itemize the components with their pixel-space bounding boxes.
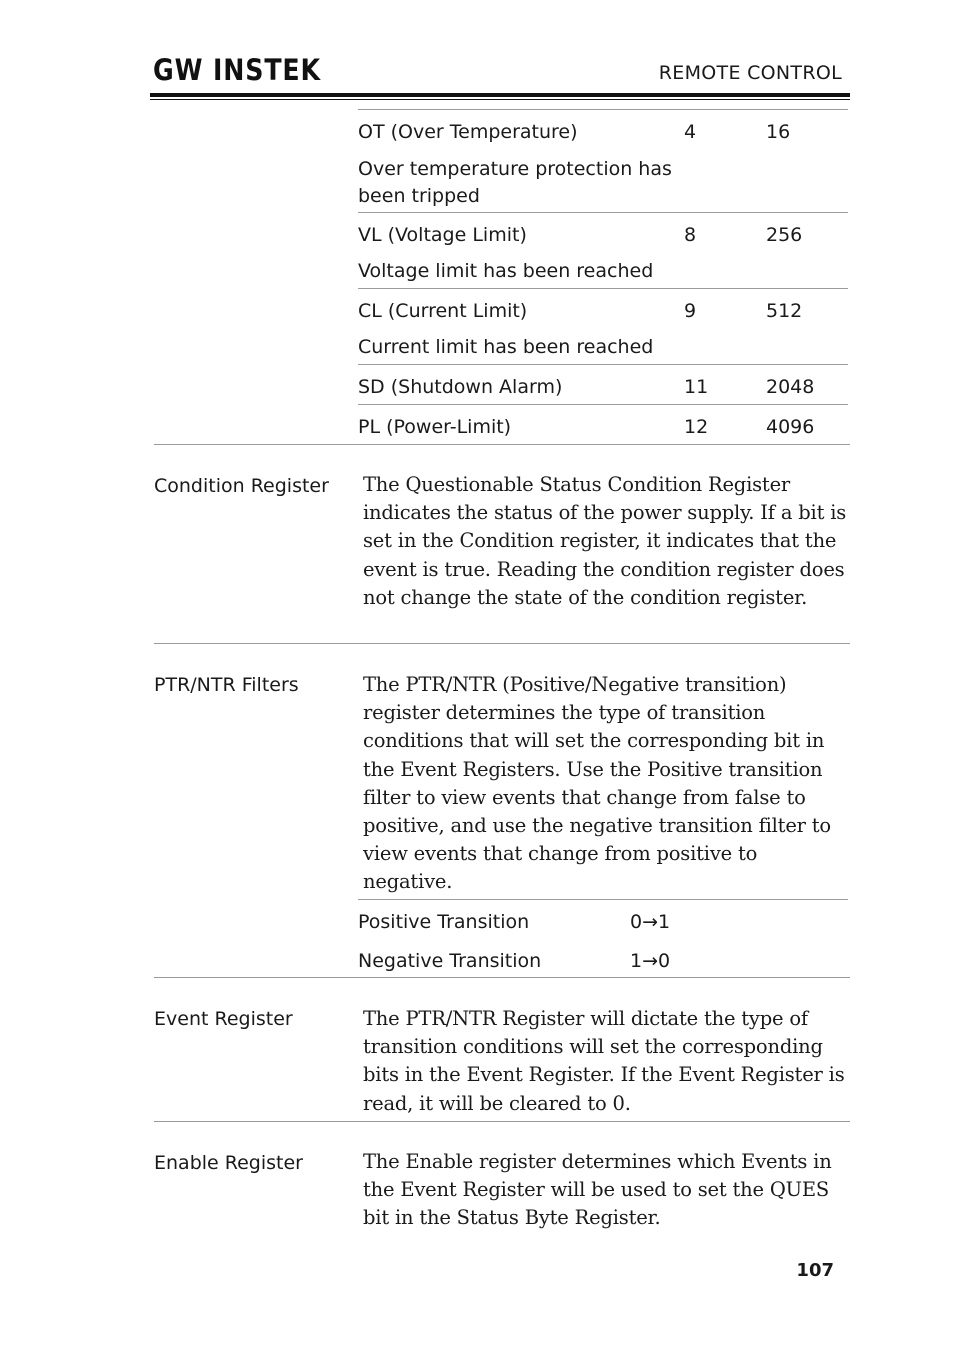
transition-name: Positive Transition — [358, 911, 530, 933]
header-rule-thin — [150, 99, 850, 100]
section-divider — [154, 643, 850, 644]
section-title: REMOTE CONTROL — [658, 62, 842, 84]
enable-register-text: The Enable register determines which Events in the Event Register will be used to set the QUES bit in the Status Byte Register. — [363, 1150, 832, 1230]
bit-number: 8 — [684, 224, 697, 246]
row-divider — [358, 288, 848, 289]
bit-description: Over temperature protection has been tripped — [358, 158, 672, 207]
bit-name: SD (Shutdown Alarm) — [358, 376, 563, 398]
bit-number: 11 — [684, 376, 709, 398]
event-register-text: The PTR/NTR Register will dictate the type of transition conditions will set the corresponding bits in the Event Register. If the Event Register is read, it will be cleared to 0. — [363, 1007, 845, 1115]
transition-name: Negative Transition — [358, 950, 542, 972]
bit-name: OT (Over Temperature) — [358, 121, 578, 143]
bit-weight: 16 — [766, 121, 791, 143]
bit-weight: 4096 — [766, 416, 815, 438]
condition-register-text: The Questionable Status Condition Register indicates the status of the power supply. If a bit is set in the Condition register, it indicates that the event is true. Reading the condition register does not change the state of the condition register. — [363, 473, 847, 609]
bit-name: VL (Voltage Limit) — [358, 224, 527, 246]
bit-name: PL (Power-Limit) — [358, 416, 512, 438]
enable-register-label: Enable Register — [154, 1152, 303, 1174]
section-divider — [154, 444, 850, 445]
event-register-label: Event Register — [154, 1008, 293, 1030]
table-top-rule — [358, 109, 848, 110]
row-divider — [358, 404, 848, 405]
bit-number: 12 — [684, 416, 709, 438]
bit-weight: 512 — [766, 300, 803, 322]
transition-value: 1→0 — [630, 950, 671, 972]
ptr-ntr-filters-text: The PTR/NTR (Positive/Negative transition) register determines the type of transition conditions that will set the corresponding bit in the Event Registers. Use the Positive transition filter to view events that change from false to positive, and use the negative transition filter to view events that change from positive to negative. — [363, 673, 831, 894]
bit-number: 4 — [684, 121, 697, 143]
logo-text: GW INSTEK — [153, 53, 322, 87]
bit-number: 9 — [684, 300, 697, 322]
section-divider — [154, 977, 850, 978]
bit-weight: 2048 — [766, 376, 815, 398]
brand-logo — [153, 53, 323, 87]
row-divider — [358, 899, 848, 900]
bit-weight: 256 — [766, 224, 803, 246]
row-divider — [358, 364, 848, 365]
bit-name: CL (Current Limit) — [358, 300, 528, 322]
section-divider — [154, 1121, 850, 1122]
condition-register-label: Condition Register — [154, 475, 329, 497]
page-number: 107 — [796, 1260, 834, 1281]
transition-value: 0→1 — [630, 911, 671, 933]
row-divider — [358, 212, 848, 213]
bit-description: Current limit has been reached — [358, 336, 654, 358]
header-rule — [150, 93, 850, 97]
ptr-ntr-filters-label: PTR/NTR Filters — [154, 674, 299, 696]
bit-description: Voltage limit has been reached — [358, 260, 654, 282]
